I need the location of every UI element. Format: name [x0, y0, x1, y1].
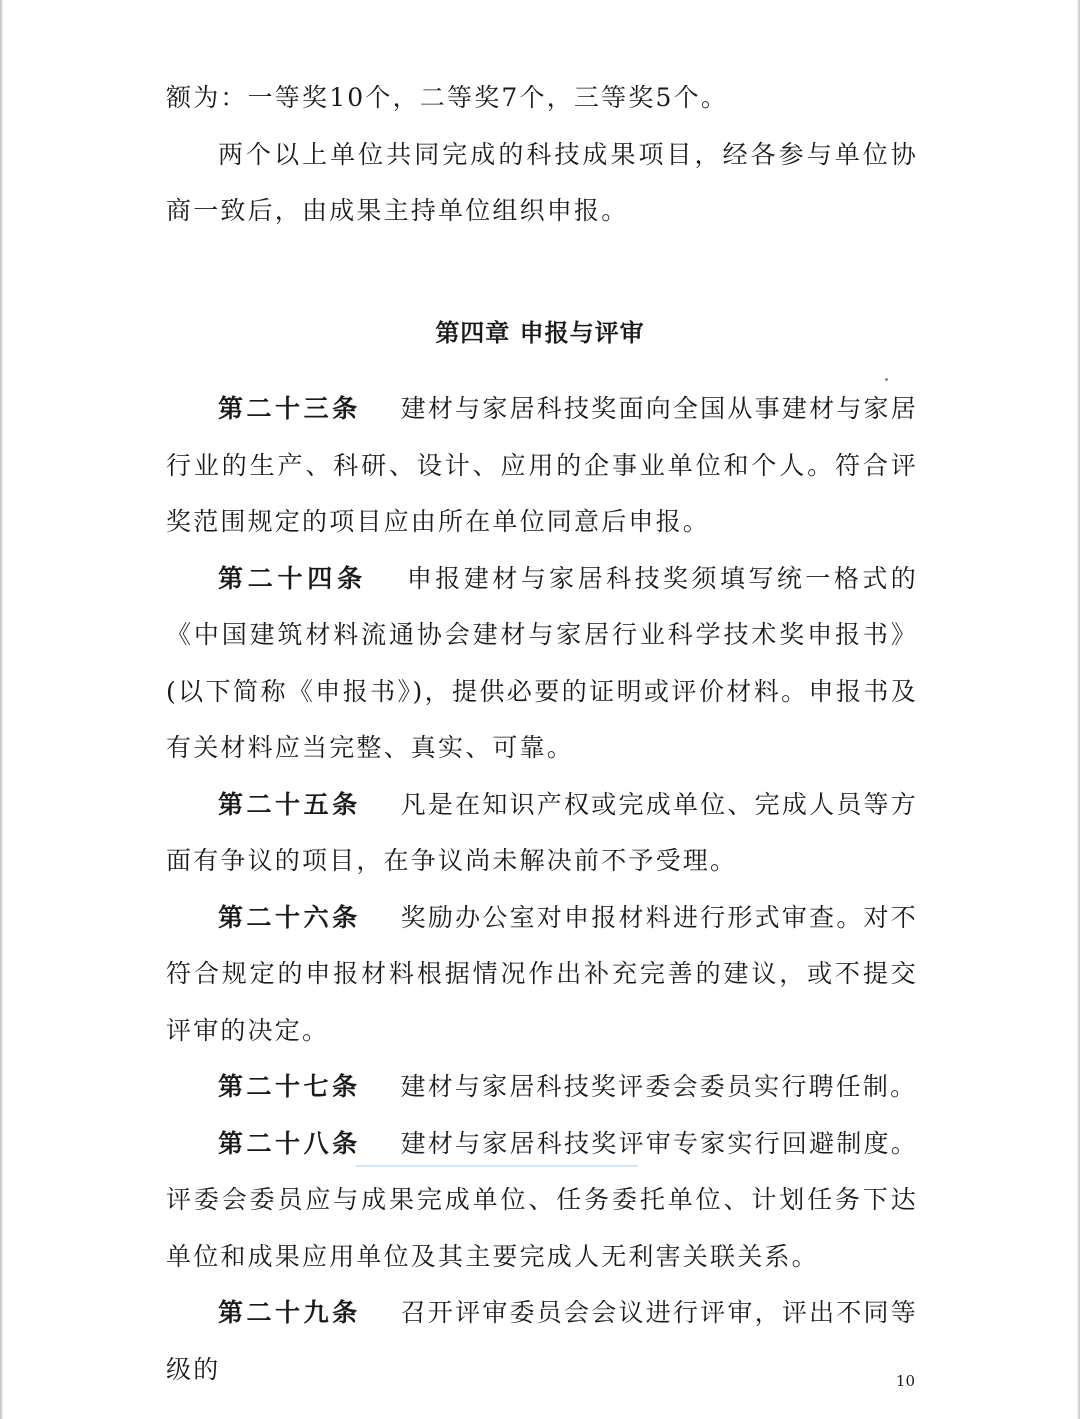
article-26	[166, 890, 918, 1060]
article-text: 建材与家居科技奖面向全国从事建材与家居行业的生产、科研、设计、应用的企事业单位和个人。符合评奖范围规定的项目应由所在单位同意后申报。	[166, 394, 918, 536]
article-24	[166, 551, 918, 777]
chapter-title: 第四章 申报与评审	[435, 319, 645, 347]
article-number: 第二十六条	[218, 902, 361, 932]
article-text: 凡是在知识产权或完成单位、完成人员等方面有争议的项目，在争议尚未解决前不予受理。	[166, 789, 918, 875]
top-text-block	[166, 70, 918, 240]
paragraph-joint-application: 两个以上单位共同完成的科技成果项目，经各参与单位协商一致后，由成果主持单位组织申报。	[166, 139, 918, 225]
article-text: 召开评审委员会会议进行评审，评出不同等级的	[166, 1298, 918, 1384]
article-number: 第二十五条	[218, 789, 361, 819]
article-23	[166, 381, 918, 551]
page-number: 10	[895, 1372, 915, 1390]
highlight-underline	[356, 1165, 638, 1167]
article-number: 第二十三条	[218, 394, 361, 423]
article-number: 第二十四条	[218, 563, 367, 593]
article-25	[166, 777, 918, 890]
articles-block	[166, 381, 918, 1398]
article-number: 第二十七条	[218, 1072, 361, 1101]
article-text: 建材与家居科技奖评审专家实行回避制度。评委会委员应与成果完成单位、任务委托单位、计划任务下达单位和成果应用单位及其主要完成人无利害关联关系。	[166, 1128, 918, 1271]
article-text: 奖励办公室对申报材料进行形式审查。对不符合规定的申报材料根据情况作出补充完善的建议，或不提交评审的决定。	[166, 902, 918, 1045]
article-27	[166, 1059, 918, 1116]
article-number: 第二十九条	[218, 1298, 361, 1327]
article-text: 建材与家居科技奖评委会委员实行聘任制。	[400, 1072, 918, 1101]
article-29	[166, 1285, 918, 1398]
paragraph-continued: 额为：一等奖10个，二等奖7个，三等奖5个。	[166, 83, 729, 112]
article-28	[166, 1116, 918, 1286]
article-text: 申报建材与家居科技奖须填写统一格式的《中国建筑材料流通协会建材与家居行业科学技术奖申报书》(以下简称《申报书》)，提供必要的证明或评价材料。申报书及有关材料应当完整、真实、可靠。	[166, 563, 918, 762]
article-number: 第二十八条	[218, 1128, 361, 1158]
scan-edge-left	[0, 0, 3, 1419]
